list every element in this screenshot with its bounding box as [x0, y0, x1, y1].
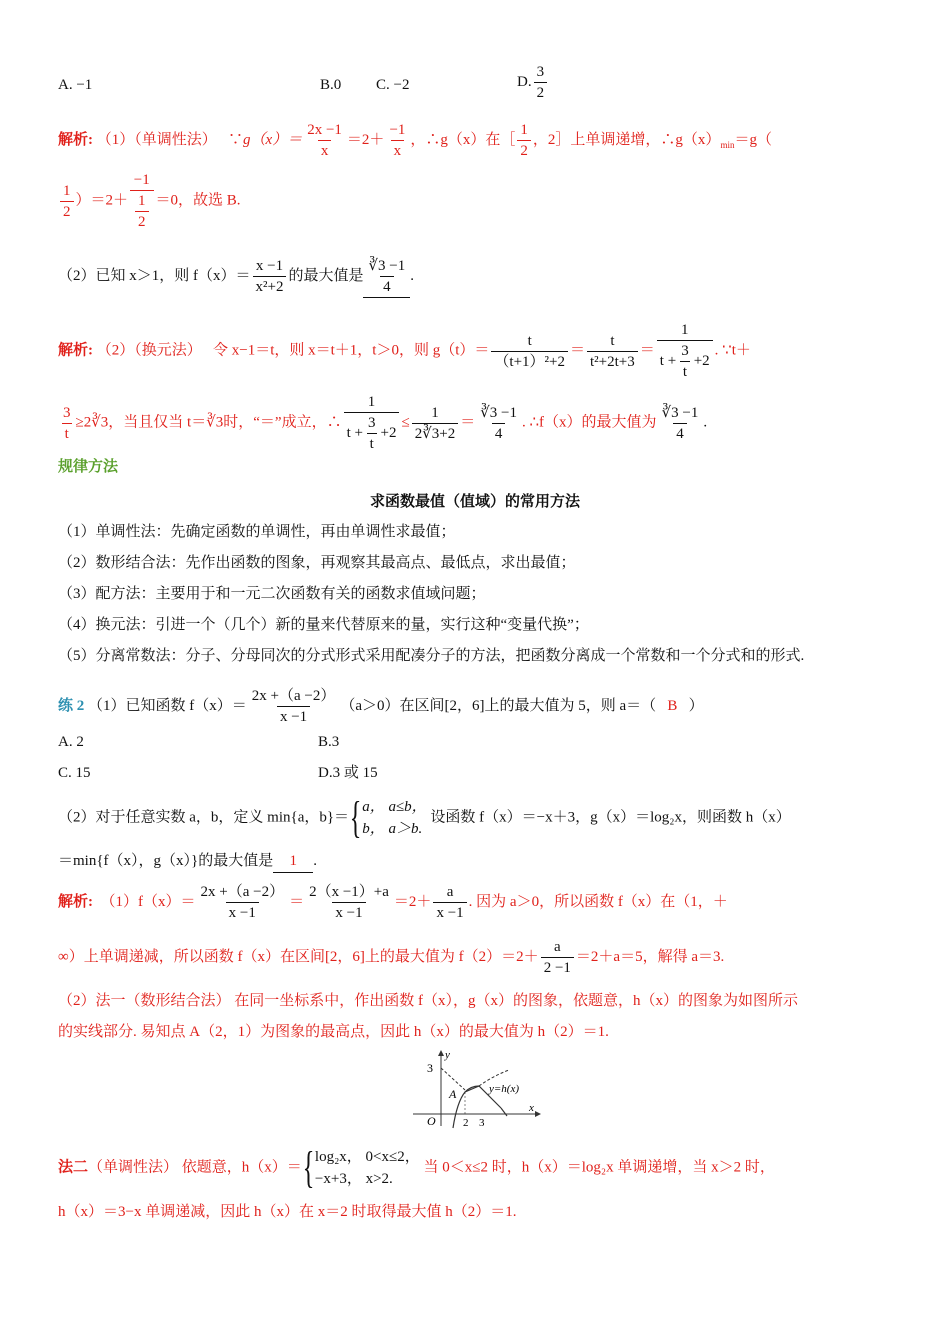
exercise-answer: B	[667, 697, 678, 714]
solution-1-line-1: 解析: （1）（单调性法） ∵g（x）＝ $\frac{2x -1}{x}$ ＝2＋ $\frac{-1}{x}$ ，∴g（x）在［ $\frac{1}{2}$ ，2］上单调递增，$\therefore g(x)_{min}=g$（	[58, 122, 772, 159]
ex-option-d: D.3 或 15	[318, 765, 378, 781]
solution-3-method-1-line-2: 的实线部分. 易知点 A（2，1）为图象的最高点，因此 h（x）的最大值为 h（2）＝1.	[58, 1024, 609, 1040]
exercise-2-q2: （2）对于任意实数 a，b，定义 min{a，b}＝{ a， a≤b， b， a＞b. 设函数 f（x）＝−x＋3，g（x）＝log₂x，则函数 h（x）	[58, 793, 791, 842]
rule-item-1: （1）单调性法：先确定函数的单调性，再由单调性求最值；	[58, 524, 456, 540]
option-b: B.0	[320, 77, 342, 93]
solution-3-line-2: ∞）上单调递减，所以函数 f（x）在区间[2，6]上的最大值为 f（2）＝2＋ $\frac{a}{2 -1}$ ＝2＋a＝5，解得 a＝3.	[58, 939, 725, 976]
rule-item-4: （4）换元法：引进一个（几个）新的量来代替原来的量，实行这种“变量代换”；	[58, 617, 589, 633]
solution-1-line-2: $\frac{1}{2}$ ）＝2＋ $\frac{-1}{\frac{1}{2}}$ ＝0，故选 B.	[58, 170, 892, 232]
graph-x-tick-1: 2	[463, 1117, 469, 1129]
option-c: C. −2	[376, 77, 410, 93]
ex-option-b: B.3	[318, 734, 340, 750]
option-a: A. −1	[58, 77, 93, 93]
exercise-2-q1: 练 2 （1）已知函数 f（x）＝ $\frac{2x +(a -2)}{x -1}$ （a＞0）在区间[2，6]上的最大值为 5，则 a＝（ B ）	[58, 688, 704, 725]
solution-3-line-1: 解析: （1）f（x）＝ $\frac{2x +(a -2)}{x -1}$ ＝ $\frac{2(x -1)+a}{x -1}$ ＝2＋ $\frac{a}{x -1}$ . 因为 a＞0，所以函数 f（x）在（1，＋	[58, 884, 728, 921]
graph-point-a: A	[449, 1087, 457, 1101]
graph-x-label: x	[529, 1102, 534, 1114]
rule-item-3: （3）配方法：主要用于和一元二次函数有关的函数求值域问题；	[58, 586, 486, 602]
option-d: D. $\frac{3}{2}$	[517, 62, 549, 103]
rule-title: 求函数最值（值域）的常用方法	[369, 493, 580, 510]
graph-y-tick: 3	[427, 1061, 433, 1075]
solution-3-method-2-line-2: h（x）＝3−x 单调递减，因此 h（x）在 x＝2 时取得最大值 h（2）＝1.	[58, 1204, 517, 1220]
rule-item-2: （2）数形结合法：先作出函数的图象，再观察其最高点、最低点，求出最值；	[58, 555, 576, 571]
graph-y-label: y	[445, 1050, 450, 1061]
ex-option-c: C. 15	[58, 765, 91, 781]
graph-origin: O	[427, 1114, 436, 1128]
solution-2-line-1: 解析: （2）（换元法） 令 x−1＝t，则 x＝t＋1，t＞0，则 g（t）＝ $\frac{t}{\text{（t+1）²+2}}$ ＝ $\frac{t}{\text{t²+2t+3}}$ ＝ 1 t + $\frac{3}{t}$ +2 . ∵t＋	[58, 322, 751, 380]
function-graph	[405, 1050, 545, 1130]
rule-item-5: （5）分离常数法：分子、分母同次的分式形式采用配凑分子的方法，把函数分离成一个常数和一个分式和的形式.	[58, 648, 805, 664]
ex-option-a: A. 2	[58, 734, 84, 750]
question-2: （2）已知 x＞1，则 f（x）＝ $\frac{x -1}{\text{x²+2}}$ 的最大值是 $\frac{∛3 -1}{4}$ .	[58, 256, 892, 298]
graph-x-tick-2: 3	[479, 1117, 485, 1129]
rule-heading: 规律方法	[58, 458, 119, 475]
exercise-2-q2-line-2: ＝min{f（x），g（x）}的最大值是 1 .	[58, 850, 892, 873]
solution-3-method-2-line-1: 法二（单调性法） 依题意，h（x）＝{ log₂x， 0<x≤2， −x+3， x>2. 当 0＜x≤2 时，h（x）＝log₂x 单调递增，当 x＞2 时，	[58, 1143, 775, 1192]
solution-2-line-2: $\frac{3}{t}$ ≥2∛3，当且仅当 t＝∛3时，“＝”成立，∴ 1 t + $\frac{3}{t}$ +2 ≤ $\frac{1}{2∛3+2}$ ＝ $\frac{∛3 -1}{4}$ . ∴f（x）的最大值为 $\frac{∛3 -1}{4}$ .	[63, 394, 708, 452]
q22-answer: 1	[273, 850, 313, 873]
graph-curve-label: y=h(x)	[489, 1083, 520, 1095]
exercise-label: 练 2	[58, 697, 85, 714]
solution-3-method-1-line-1: （2）法一（数形结合法） 在同一坐标系中，作出函数 f（x），g（x）的图象，依题意，h（x）的图象为如图所示	[58, 993, 799, 1009]
